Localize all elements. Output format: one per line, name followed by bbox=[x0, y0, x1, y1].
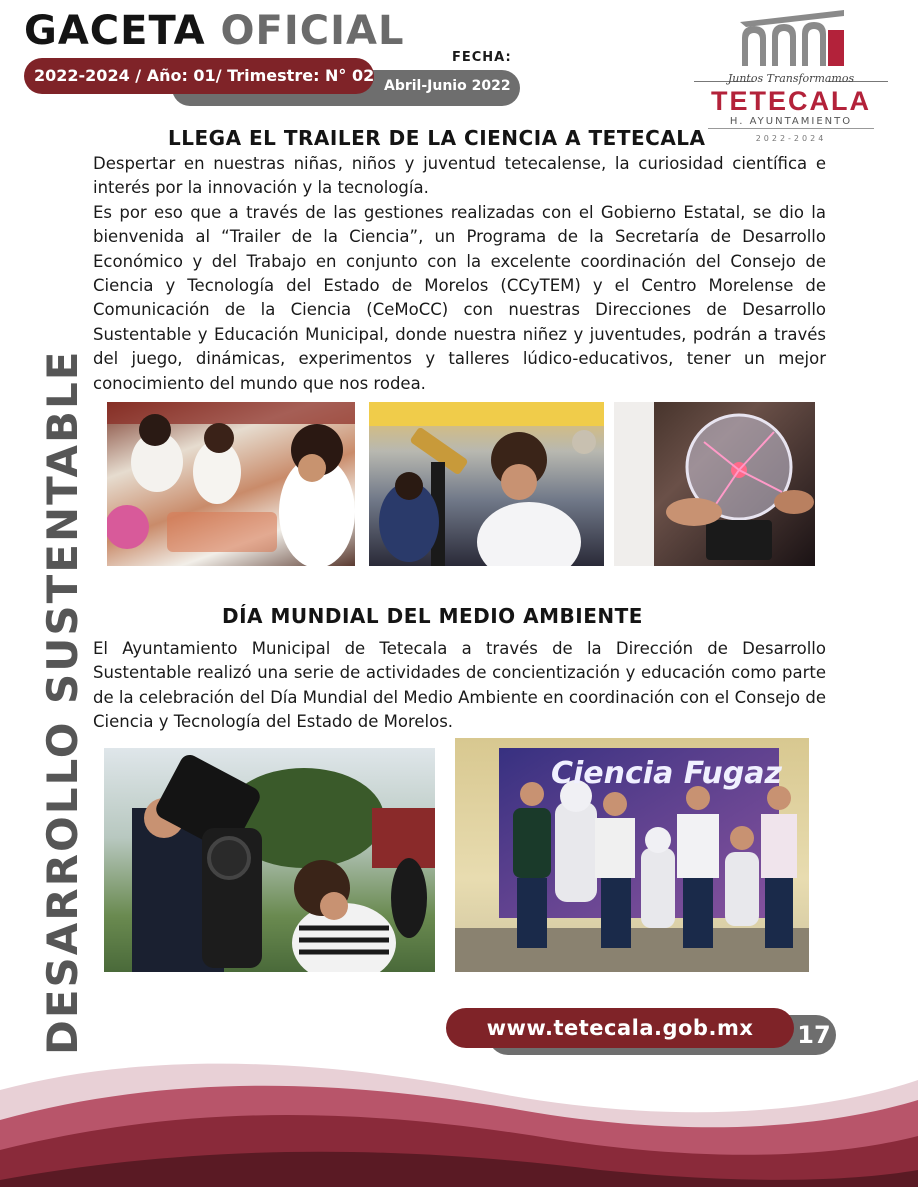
section-label: DESARROLLO SUSTENTABLE bbox=[38, 349, 87, 1055]
photo-plasma-ball bbox=[614, 402, 815, 566]
article-2-body bbox=[93, 637, 826, 735]
logo-name: TETECALA bbox=[711, 86, 871, 116]
publication-title bbox=[24, 8, 404, 54]
article-1-heading: LLEGA EL TRAILER DE LA CIENCIA A TETECALA bbox=[168, 126, 706, 150]
banner-text: Ciencia Fugaz bbox=[551, 756, 782, 791]
photo-telescope-park bbox=[104, 748, 435, 972]
tetecala-logo bbox=[688, 8, 894, 148]
date-value: Abril-Junio 2022 bbox=[384, 78, 511, 94]
date-label: FECHA: bbox=[452, 50, 512, 65]
article-1-paragraph: Despertar en nuestras niñas, niños y juventud tetecalense, la curiosidad científica e interés por la innovación y la tecnología. bbox=[93, 154, 826, 198]
arches-emblem-icon bbox=[688, 8, 894, 70]
photo-ciencia-fugaz bbox=[455, 738, 809, 972]
title-part-2: OFICIAL bbox=[220, 8, 405, 54]
photo-kids-crafts bbox=[107, 402, 355, 566]
article-2-heading: DÍA MUNDIAL DEL MEDIO AMBIENTE bbox=[222, 604, 643, 628]
article-1-paragraph: Es por eso que a través de las gestiones realizadas con el Gobierno Estatal, se dio la bienvenida al “Trailer de la Ciencia”, un Programa de la Secretaría de Desarrollo Económico y del Trabajo en conjunto con la excelente coordinación del Consejo de Ciencia y Tecnología del Estado de Morelos (CCyTEM) y el Centro Morelense de Comunicación de la Ciencia (CeMoCC) con nuestras Direcciones de Desarrollo Sustentable y Educación Municipal, donde nuestra niñez y juventudes, podrán a través del juego, dinámicas, experimentos y talleres lúdico-educativos, tener un mejor conocimiento del mundo que nos rodea. bbox=[93, 202, 826, 393]
period-pill: 2022-2024 / Año: 01/ Trimestre: N° 02 bbox=[24, 58, 374, 94]
photo-telescope-kids bbox=[369, 402, 604, 566]
logo-motto: Juntos Transformamos bbox=[727, 72, 855, 85]
page-number: 17 bbox=[797, 1021, 831, 1049]
logo-divider bbox=[708, 128, 874, 129]
article-1-body bbox=[93, 152, 826, 396]
website-link[interactable]: www.tetecala.gob.mx bbox=[446, 1008, 794, 1048]
title-part-1: GACETA bbox=[24, 8, 206, 54]
logo-years: 2022-2024 bbox=[755, 134, 827, 143]
article-2-paragraph: El Ayuntamiento Municipal de Tetecala a través de la Dirección de Desarrollo Sustentable realizó una serie de actividades de concientización y educación como parte de la celebración del Día Mundial del Medio Ambiente en coordinación con el Consejo de Ciencia y Tecnología del Estado de Morelos. bbox=[93, 639, 826, 732]
logo-subtitle: H. AYUNTAMIENTO bbox=[729, 116, 853, 127]
